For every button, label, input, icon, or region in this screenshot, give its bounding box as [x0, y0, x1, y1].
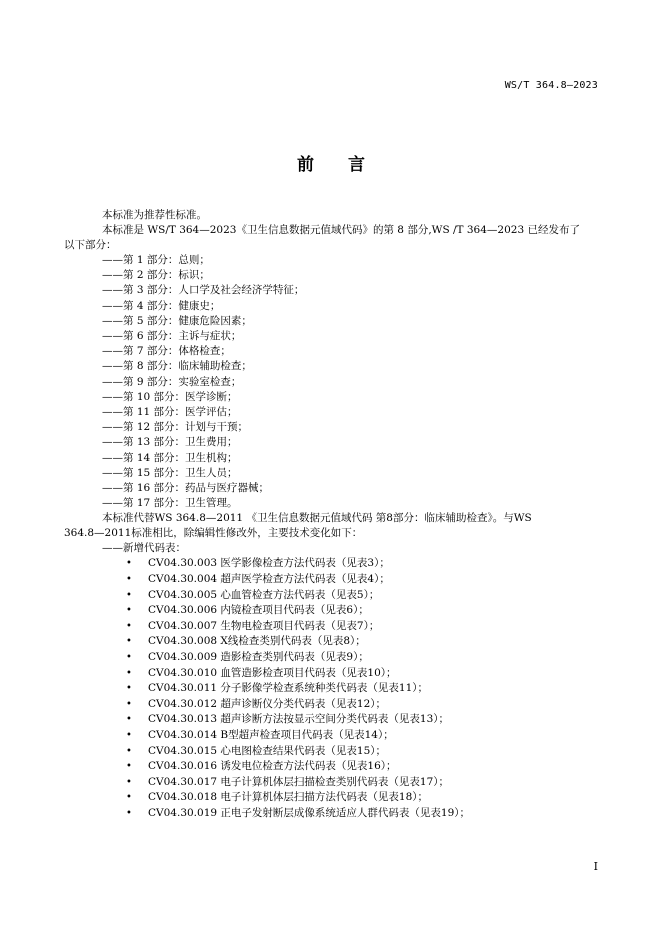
- bullet-icon: •: [126, 636, 132, 648]
- list-item: ——第 7 部分：体格检查；: [102, 345, 231, 358]
- list-item-text: CV04.30.008 X线检查类别代码表（见表8）；: [148, 635, 366, 648]
- list-item: [126, 572, 598, 588]
- list-item: ——第 16 部分：药品与医疗器械；: [102, 482, 270, 495]
- list-item-text: CV04.30.018 电子计算机体层扫描方法代码表（见表18）；: [148, 791, 429, 804]
- list-item: ——第 10 部分：医学诊断；: [102, 390, 238, 403]
- paragraph-line: 364.8—2011标准相比，除编辑性修改外，主要技术变化如下：: [64, 527, 363, 540]
- list-item: [126, 712, 598, 728]
- new-code-tables-label: ——新增代码表：: [102, 542, 186, 555]
- list-item: ——第 13 部分：卫生费用；: [102, 436, 238, 449]
- list-item-text: CV04.30.013 超声诊断方法按显示空间分类代码表（见表13）；: [148, 713, 450, 726]
- list-item: [126, 634, 598, 650]
- list-item-text: CV04.30.009 造影检查类别代码表（见表9）；: [148, 651, 369, 664]
- list-item: ——第 6 部分：主诉与症状；: [102, 330, 242, 343]
- bullet-icon: •: [126, 652, 132, 664]
- paragraph-line: 以下部分：: [64, 239, 117, 251]
- list-item-text: CV04.30.003 医学影像检查方法代码表（见表3）；: [148, 557, 390, 570]
- paragraph-line: 本标准是 WS/T 364—2023《卫生信息数据元值域代码》的第 8 部分,WS /T 364—2023 已经发布了: [102, 224, 580, 236]
- bullet-icon: •: [126, 558, 132, 570]
- bullet-icon: •: [126, 589, 132, 601]
- code-table-list: [126, 556, 598, 821]
- paragraph-recommended: 本标准为推荐性标准。: [102, 209, 207, 221]
- bullet-icon: •: [126, 698, 132, 710]
- list-item: ——第 17 部分：卫生管理。: [102, 497, 238, 510]
- list-item-text: CV04.30.016 诱发电位检查方法代码表（见表16）；: [148, 760, 397, 773]
- parts-list: [102, 253, 598, 511]
- list-item-text: CV04.30.011 分子影像学检查系统种类代码表（见表11）；: [148, 682, 429, 695]
- bullet-icon: •: [126, 605, 132, 617]
- list-item: ——第 12 部分：计划与干预；: [102, 421, 249, 434]
- list-item: [126, 650, 598, 666]
- bullet-icon: •: [126, 667, 132, 679]
- page-number: I: [593, 860, 598, 873]
- list-item-text: CV04.30.007 生物电检查项目代码表（见表7）；: [148, 619, 380, 632]
- list-item: [126, 681, 598, 697]
- list-item: ——第 9 部分：实验室检查；: [102, 375, 242, 388]
- list-item: [126, 775, 598, 791]
- list-item: [126, 806, 598, 822]
- list-item-text: CV04.30.012 超声诊断仪分类代码表（见表12）；: [148, 697, 387, 710]
- list-item: ——第 14 部分：卫生机构；: [102, 451, 238, 464]
- list-item: ——第 11 部分：医学评估；: [102, 406, 238, 419]
- bullet-icon: •: [126, 729, 132, 741]
- list-item: ——第 1 部分：总则；: [102, 254, 210, 266]
- list-item: ——第 3 部分：人口学及社会经济学特征；: [102, 284, 305, 297]
- list-item: ——第 2 部分：标识；: [102, 269, 210, 282]
- list-item-text: CV04.30.017 电子计算机体层扫描检查类别代码表（见表17）；: [148, 775, 450, 788]
- document-body: [64, 208, 598, 822]
- list-item: [126, 603, 598, 619]
- bullet-icon: •: [126, 761, 132, 773]
- list-item-text: CV04.30.005 心血管检查方法代码表（见表5）；: [148, 588, 380, 601]
- list-item-text: CV04.30.019 正电子发射断层成像系统适应人群代码表（见表19）；: [148, 806, 471, 819]
- list-item-text: CV04.30.015 心电图检查结果代码表（见表15）；: [148, 744, 387, 757]
- page-title: 前言: [297, 155, 399, 175]
- list-item: ——第 5 部分：健康危险因素；: [102, 314, 252, 327]
- bullet-icon: •: [126, 807, 132, 819]
- paragraph-parts-intro: [64, 223, 598, 253]
- document-id: WS/T 364.8—2023: [504, 80, 598, 91]
- bullet-icon: •: [126, 620, 132, 632]
- bullet-icon: •: [126, 714, 132, 726]
- bullet-icon: •: [126, 683, 132, 695]
- bullet-icon: •: [126, 776, 132, 788]
- list-item: [126, 588, 598, 604]
- list-item: [126, 759, 598, 775]
- bullet-icon: •: [126, 574, 132, 586]
- list-item: ——第 15 部分：卫生人员；: [102, 466, 238, 479]
- bullet-icon: •: [126, 745, 132, 757]
- list-item-text: CV04.30.006 内镜检查项目代码表（见表6）；: [148, 604, 369, 617]
- list-item-text: CV04.30.004 超声医学检查方法代码表（见表4）；: [148, 573, 390, 586]
- paragraph-line: 本标准代替WS 364.8—2011 《卫生信息数据元值域代码 第8部分：临床辅助检查》。与WS: [102, 512, 532, 525]
- list-item: [126, 697, 598, 713]
- list-item: [126, 619, 598, 635]
- list-item: [126, 790, 598, 806]
- paragraph-replacement: [64, 511, 598, 541]
- list-item-text: CV04.30.010 血管造影检查项目代码表（见表10）；: [148, 666, 397, 679]
- list-item: ——第 4 部分：健康史；: [102, 299, 221, 312]
- list-item: [126, 666, 598, 682]
- list-item: [126, 728, 598, 744]
- list-item: [126, 744, 598, 760]
- list-item: ——第 8 部分：临床辅助检查；: [102, 360, 252, 373]
- list-item: [126, 556, 598, 572]
- list-item-text: CV04.30.014 B型超声检查项目代码表（见表14）；: [148, 728, 394, 741]
- bullet-icon: •: [126, 792, 132, 804]
